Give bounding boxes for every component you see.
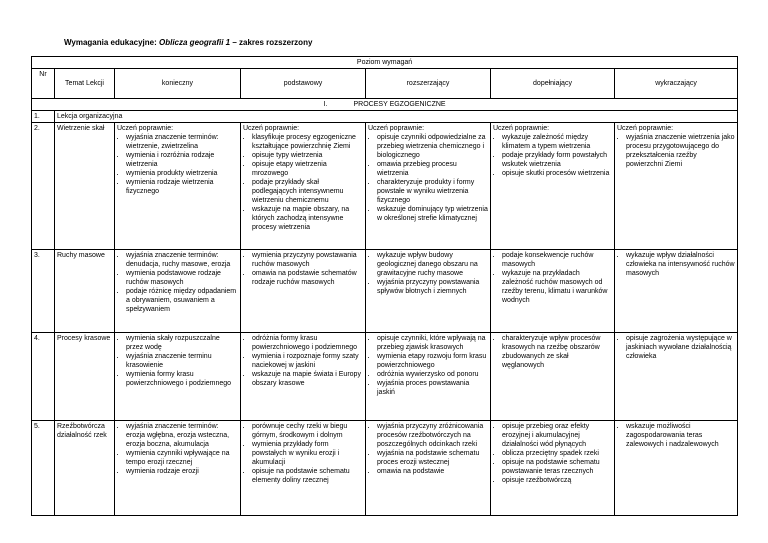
requirement-cell	[241, 123, 366, 250]
requirement-item: • wymienia formy krasu powierzchniowego i podziemnego	[126, 370, 238, 388]
header-temat: Temat Lekcji	[55, 69, 115, 99]
requirement-cell	[491, 250, 615, 333]
requirement-list	[368, 422, 488, 476]
requirement-item: • wyjaśnia przyczyny powstawania spływów błotnych i ziemnych	[377, 278, 488, 296]
requirement-item: • opisuje na podstawie schematu powstawanie teras rzecznych	[502, 458, 612, 476]
requirement-item: • wymienia rodzaje erozji	[126, 467, 238, 476]
requirement-item: • opisuje zagrożenia występujące w jaskiniach wywołane działalnością człowieka	[626, 334, 735, 361]
row-number: 1.	[32, 111, 55, 123]
requirement-cell	[366, 250, 491, 333]
requirement-item: • opisuje czynniki, które wpływają na przebieg zjawisk krasowych	[377, 334, 488, 352]
table-row	[32, 333, 738, 421]
requirement-item: • wskazuje na mapie świata i Europy obszary krasowe	[252, 370, 363, 388]
section-row	[32, 99, 738, 111]
requirement-cell	[115, 333, 241, 421]
requirement-list	[117, 334, 238, 388]
requirement-item: • podaje przykłady form powstałych wskutek wietrzenia	[502, 151, 612, 169]
requirement-item: • wskazuje na mapie obszary, na których zachodzą intensywne procesy wietrzenia	[252, 205, 363, 232]
requirement-item: • wyjaśnia znaczenie wietrzenia jako procesu przygotowującego do przekształcenia rzeźby powierzchni Ziemi	[626, 133, 735, 169]
requirement-item: • wyjaśnia znaczenie terminów: erozja wgłębna, erozja wsteczna, erozja boczna, akumulacja	[126, 422, 238, 449]
cell-intro: Uczeń poprawnie:	[117, 125, 174, 132]
header-level: dopełniający	[491, 69, 615, 99]
requirement-list	[617, 133, 735, 169]
row-number: 4.	[32, 333, 55, 421]
requirement-item: • wymienia i rozróżnia rodzaje wietrzenia	[126, 151, 238, 169]
row-number: 3.	[32, 250, 55, 333]
row-number: 5.	[32, 421, 55, 516]
table-row	[32, 250, 738, 333]
section-heading: I. PROCESY EGZOGENICZNE	[32, 99, 738, 111]
requirement-item: • omawia na podstawie	[377, 467, 488, 476]
requirement-item: • wykazuje wpływ działalności człowieka na intensywność ruchów masowych	[626, 251, 735, 278]
cell-intro: Uczeń poprawnie:	[617, 125, 674, 132]
requirement-list	[368, 133, 488, 223]
requirement-list	[243, 133, 363, 232]
header-level: podstawowy	[241, 69, 366, 99]
requirement-item: • klasyfikuje procesy egzogeniczne kształtujące powierzchnię Ziemi	[252, 133, 363, 151]
requirement-cell	[241, 333, 366, 421]
requirement-item: • wymienia rodzaje wietrzenia fizycznego	[126, 178, 238, 196]
requirement-list	[117, 422, 238, 476]
requirement-item: • wymienia etapy rozwoju form krasu powierzchniowego	[377, 352, 488, 370]
requirement-item: • podaje różnicę między odpadaniem a obrywaniem, osuwaniem a spełzywaniem	[126, 287, 238, 314]
requirement-cell	[615, 333, 738, 421]
requirement-list	[617, 422, 735, 449]
requirement-list	[368, 334, 488, 397]
requirement-item: • opisuje etapy wietrzenia mrozowego	[252, 160, 363, 178]
requirement-cell	[115, 123, 241, 250]
requirement-cell	[491, 123, 615, 250]
requirement-item: • opisuje przebieg oraz efekty erozyjnej i akumulacyjnej działalności wód płynących	[502, 422, 612, 449]
requirement-item: • wymienia skały rozpuszczalne przez wodę	[126, 334, 238, 352]
header-poziom: Poziom wymagań	[32, 57, 738, 69]
requirement-cell	[241, 421, 366, 516]
requirement-item: • wykazuje zależność między klimatem a typem wietrzenia	[502, 133, 612, 151]
requirement-cell	[366, 123, 491, 250]
requirement-item: • podaje konsekwencje ruchów masowych	[502, 251, 612, 269]
requirement-cell	[491, 421, 615, 516]
requirement-list	[493, 133, 612, 178]
requirement-item: • wymienia produkty wietrzenia	[126, 169, 238, 178]
requirement-item: • charakteryzuje wpływ procesów krasowych na rzeźbę obszarów zbudowanych ze skał węglanowych	[502, 334, 612, 370]
requirement-item: • wyjaśnia na podstawie schematu proces erozji wstecznej	[377, 449, 488, 467]
requirement-item: • opisuje skutki procesów wietrzenia	[502, 169, 612, 178]
requirement-list	[243, 251, 363, 287]
header-level: rozszerzający	[366, 69, 491, 99]
requirement-cell	[241, 250, 366, 333]
requirement-item: • wymienia i rozpoznaje formy szaty naciekowej w jaskini	[252, 352, 363, 370]
requirement-item: • opisuje na podstawie schematu elementy doliny rzecznej	[252, 467, 363, 485]
requirement-item: • wymienia przykłady form powstałych w wyniku erozji i akumulacji	[252, 440, 363, 467]
requirement-item: • odróżnia wywierzysko od ponoru	[377, 370, 488, 379]
requirement-item: • odróżnia formy krasu powierzchniowego i podziemnego	[252, 334, 363, 352]
requirement-cell	[115, 421, 241, 516]
requirement-item: • omawia na podstawie schematów rodzaje ruchów masowych	[252, 269, 363, 287]
requirement-item: • opisuje rzeźbotwórczą	[502, 476, 612, 485]
requirement-item: • wymienia czynniki wpływające na tempo erozji rzecznej	[126, 449, 238, 467]
header-level: wykraczający	[615, 69, 738, 99]
header-nr: Nr	[32, 69, 55, 99]
requirement-item: • omawia przebieg procesu wietrzenia	[377, 160, 488, 178]
table-row	[32, 123, 738, 250]
requirement-cell	[615, 250, 738, 333]
requirement-item: • charakteryzuje produkty i formy powstałe w wyniku wietrzenia fizycznego	[377, 178, 488, 205]
requirement-item: • wyjaśnia znaczenie terminów: denudacja, ruchy masowe, erozja	[126, 251, 238, 269]
requirement-list	[368, 251, 488, 296]
requirement-list	[617, 251, 735, 278]
requirement-item: • wskazuje możliwości zagospodarowania teras zalewowych i nadzalewowych	[626, 422, 735, 449]
requirement-item: • wymienia podstawowe rodzaje ruchów masowych	[126, 269, 238, 287]
requirement-item: • wskazuje dominujący typ wietrzenia w określonej strefie klimatycznej	[377, 205, 488, 223]
requirement-cell	[615, 421, 738, 516]
table-row	[32, 111, 738, 123]
header-row-columns	[32, 69, 738, 99]
requirement-item: • wymienia przyczyny powstawania ruchów masowych	[252, 251, 363, 269]
requirement-item: • opisuje czynniki odpowiedzialne za przebieg wietrzenia chemicznego i biologicznego	[377, 133, 488, 160]
requirement-item: • podaje przykłady skał podlegających intensywnemu wietrzeniu chemicznemu	[252, 178, 363, 205]
requirement-list	[617, 334, 735, 361]
requirement-list	[117, 133, 238, 196]
requirement-list	[493, 334, 612, 370]
requirement-cell	[615, 123, 738, 250]
requirement-item: • wyjaśnia znaczenie terminów: wietrzenie, zwietrzelina	[126, 133, 238, 151]
row-topic: Lekcja organizacyjna	[55, 111, 738, 123]
requirement-item: • oblicza przeciętny spadek rzeki	[502, 449, 612, 458]
requirement-item: • wykazuje wpływ budowy geologicznej danego obszaru na grawitacyjne ruchy masowe	[377, 251, 488, 278]
header-level: konieczny	[115, 69, 241, 99]
header-row-top	[32, 57, 738, 69]
requirement-item: • wykazuje na przykładach zależność ruchów masowych od rzeźby terenu, klimatu i warunków wodnych	[502, 269, 612, 305]
table-row	[32, 421, 738, 516]
requirements-table	[31, 56, 738, 516]
requirement-item: • wyjaśnia przyczyny zróżnicowania procesów rzeźbotwórczych na poszczególnych odcinkach rzeki	[377, 422, 488, 449]
row-topic: Procesy krasowe	[55, 333, 115, 421]
requirement-item: • opisuje typy wietrzenia	[252, 151, 363, 160]
row-topic: Wietrzenie skał	[55, 123, 115, 250]
row-topic: Rzeźbotwórcza działalność rzek	[55, 421, 115, 516]
requirement-list	[243, 334, 363, 388]
requirement-cell	[366, 421, 491, 516]
requirement-item: • wyjaśnia proces powstawania jaskiń	[377, 379, 488, 397]
row-number: 2.	[32, 123, 55, 250]
row-topic: Ruchy masowe	[55, 250, 115, 333]
requirement-cell	[366, 333, 491, 421]
cell-intro: Uczeń poprawnie:	[493, 125, 550, 132]
requirement-list	[117, 251, 238, 314]
requirement-cell	[115, 250, 241, 333]
requirement-item: • porównuje cechy rzeki w biegu górnym, środkowym i dolnym	[252, 422, 363, 440]
requirement-list	[493, 422, 612, 485]
cell-intro: Uczeń poprawnie:	[368, 125, 425, 132]
requirement-item: • wyjaśnia znaczenie terminu krasowienie	[126, 352, 238, 370]
requirement-list	[243, 422, 363, 485]
requirement-list	[493, 251, 612, 305]
document-title: Wymagania edukacyjne: Oblicza geografii 1 – zakres rozszerzony	[64, 38, 313, 47]
cell-intro: Uczeń poprawnie:	[243, 125, 300, 132]
requirement-cell	[491, 333, 615, 421]
